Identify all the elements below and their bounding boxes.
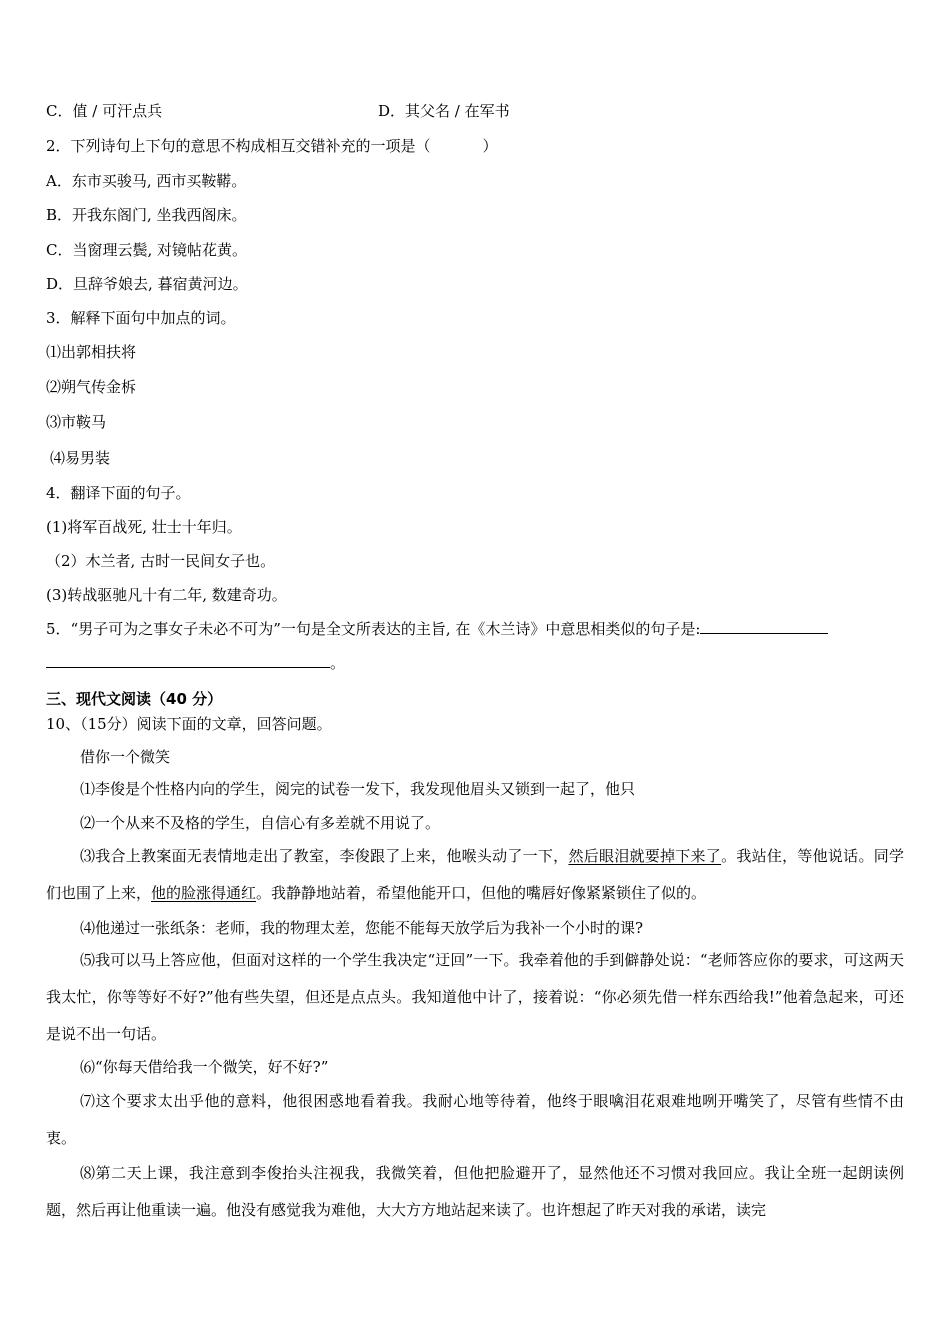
- article-paragraph-7: ⑺这个要求太出乎他的意料，他很困惑地看着我。我耐心地等待着，他终于眼噙泪花艰难地咧开嘴笑了，尽管有些情不由衷。: [46, 1092, 904, 1147]
- article-paragraph-4: ⑷他递过一张纸条：老师，我的物理太差，您能不能每天放学后为我补一个小时的课?: [80, 919, 644, 937]
- option-d: D．其父名 / 在军书: [378, 102, 510, 120]
- question-5-text: 5．“男子可为之事女子未必不可为”一句是全文所表达的主旨, 在《木兰诗》中意思相类似的句子是:: [46, 620, 701, 638]
- question-2-option-b: B．开我东阁门, 坐我西阁床。: [46, 206, 247, 224]
- article-text: ⑶我合上教案面无表情地走出了教室，李俊跟了上来，他喉头动了一下，: [80, 847, 569, 865]
- question-10-stem: 10、（15分）阅读下面的文章，回答问题。: [46, 715, 332, 733]
- question-5-end: 。: [330, 654, 346, 672]
- answer-blank[interactable]: [700, 619, 828, 634]
- question-3-stem: 3．解释下面句中加点的词。: [46, 309, 236, 327]
- question-2-stem: [46, 136, 498, 156]
- article-text: 。我站住，等他说话。同学们也围了上来，: [46, 847, 904, 902]
- question-5-stem: [46, 619, 828, 639]
- question-3-item: ⑷易男装: [50, 449, 111, 467]
- question-3-item: ⑴出郭相扶将: [46, 343, 137, 361]
- question-2-option-d: D．旦辞爷娘去, 暮宿黄河边。: [46, 275, 248, 293]
- question-3-item: ⑶市鞍马: [46, 413, 107, 431]
- question-3-item: ⑵朔气传金柝: [46, 378, 137, 396]
- option-c: C．值 / 可汗点兵: [46, 102, 163, 120]
- underlined-phrase: 他的脸涨得通红: [151, 884, 257, 902]
- article-title: 借你一个微笑: [80, 748, 171, 766]
- article-paragraph-3: [46, 838, 904, 912]
- question-2-option-a: A．东市买骏马, 西市买鞍鞯。: [46, 172, 247, 190]
- article-text: 。我静静地站着，希望他能开口，但他的嘴唇好像紧紧锁住了似的。: [256, 884, 707, 902]
- article-paragraph-2: ⑵一个从来不及格的学生，自信心有多差就不用说了。: [80, 814, 441, 832]
- article-paragraph-6: ⑹“你每天借给我一个微笑，好不好?”: [80, 1058, 329, 1076]
- underlined-phrase: 然后眼泪就要掉下来了: [568, 847, 722, 865]
- article-paragraph-1: ⑴李俊是个性格内向的学生，阅完的试卷一发下，我发现他眉头又锁到一起了，他只: [80, 780, 636, 798]
- question-2-option-c: C．当窗理云鬓, 对镜帖花黄。: [46, 241, 248, 259]
- question-4-item: (3)转战驱驰凡十有二年, 数建奇功。: [46, 586, 287, 604]
- answer-blank[interactable]: [46, 653, 330, 668]
- article-paragraph-8: ⑻第二天上课，我注意到李俊抬头注视我，我微笑着，但他把脸避开了，显然他还不习惯对我回应。我让全班一起朗读例题，然后再让他重读一遍。他没有感觉我为难他，大大方方地站起来读了。也许想起了昨天对我的承诺，读完: [46, 1164, 904, 1219]
- article-paragraph-5: ⑸我可以马上答应他，但面对这样的一个学生我决定“迂回”一下。我牵着他的手到僻静处说：“老师答应你的要求，可这两天我太忙，你等等好不好?”他有些失望，但还是点点头。我知道他中计了，接着说：“你必须先借一样东西给我!”他着急起来，可还是说不出一句话。: [46, 951, 904, 1043]
- question-4-stem: 4．翻译下面的句子。: [46, 484, 191, 502]
- section-title: 三、现代文阅读（40 分）: [46, 690, 223, 708]
- question-2-close: ）: [482, 137, 498, 155]
- question-2-text: 2．下列诗句上下句的意思不构成相互交错补充的一项是（: [46, 137, 431, 155]
- question-4-item: (1)将军百战死, 壮士十年归。: [46, 518, 242, 536]
- question-5-line2: [46, 653, 345, 673]
- question-4-item: （2）木兰者, 古时一民间女子也。: [46, 552, 276, 570]
